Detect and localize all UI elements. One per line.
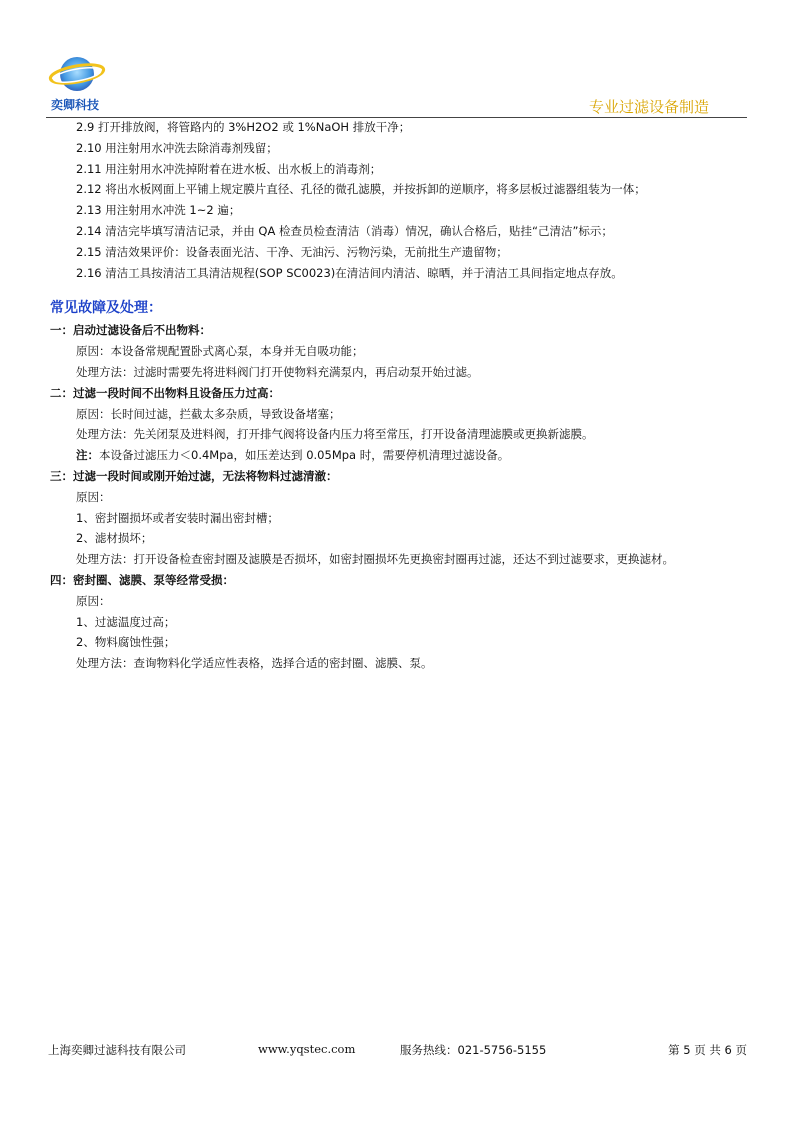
footer-page-number: 第 5 页 共 6 页 — [668, 1043, 747, 1057]
cleaning-step: 2.10 用注射用水冲洗去除消毒剂残留； — [76, 140, 278, 155]
fault-cause-item: 1、密封圈损坏或者安装时漏出密封槽； — [76, 510, 279, 525]
cleaning-step: 2.9 打开排放阀，将管路内的 3%H2O2 或 1%NaOH 排放干净； — [76, 120, 411, 134]
fault-method: 处理方法：打开设备检查密封圈及滤膜是否损坏，如密封圈损坏先更换密封圈再过滤，还达不到过滤要求，更换滤材。 — [76, 552, 674, 567]
page-footer — [48, 1042, 747, 1058]
fault-title: 四：密封圈、滤膜、泵等经常受损： — [50, 572, 234, 587]
note-label: 注： — [76, 448, 99, 463]
fault-title: 一：启动过滤设备后不出物料： — [50, 323, 211, 338]
fault-title: 二：过滤一段时间不出物料且设备压力过高： — [50, 385, 280, 400]
fault-cause: 原因： — [76, 593, 111, 608]
fault-cause: 原因：长时间过滤，拦截太多杂质，导致设备堵塞； — [76, 406, 341, 421]
header-tagline: 专业过滤设备制造 — [588, 98, 709, 116]
cleaning-step: 2.12 将出水板网面上平铺上规定膜片直径、孔径的微孔滤膜，并按拆卸的逆顺序，将多层板过滤器组装为一体； — [76, 182, 646, 197]
cleaning-step: 2.14 清洁完毕填写清洁记录，并由 QA 检查员检查清洁（消毒）情况，确认合格后，贴挂“己清洁”标示； — [76, 223, 613, 238]
section-title-faults: 常见故障及处理： — [50, 300, 162, 317]
cleaning-step: 2.11 用注射用水冲洗掉附着在进水板、出水板上的消毒剂； — [76, 161, 382, 176]
fault-method: 处理方法：先关闭泵及进料阀，打开排气阀将设备内压力将至常压，打开设备清理滤膜或更换新滤膜。 — [76, 427, 594, 442]
logo-text: 奕卿科技 — [51, 98, 100, 112]
footer-company: 上海奕卿过滤科技有限公司 — [48, 1043, 186, 1057]
fault-cause: 原因： — [76, 489, 111, 504]
fault-cause: 原因：本设备常规配置卧式离心泵，本身并无自吸功能； — [76, 344, 364, 359]
fault-note — [50, 445, 750, 466]
page-content — [50, 117, 750, 674]
fault-cause-item: 2、滤材损坏； — [76, 531, 153, 546]
cleaning-step: 2.15 清洁效果评价：设备表面光洁、干净、无油污、污物污染，无前批生产遗留物； — [76, 244, 508, 259]
fault-title: 三：过滤一段时间或刚开始过滤，无法将物料过滤清澈： — [50, 468, 338, 483]
cleaning-step: 2.16 清洁工具按清洁工具清洁规程(SOP SC0023)在清洁间内清洁、晾晒，并于清洁工具间指定地点存放。 — [76, 265, 623, 280]
fault-cause-item: 2、物料腐蚀性强； — [76, 635, 176, 650]
fault-method: 处理方法：查询物料化学适应性表格，选择合适的密封圈、滤膜、泵。 — [76, 656, 433, 671]
footer-website[interactable]: www.yqstec.com — [258, 1042, 356, 1056]
cleaning-step: 2.13 用注射用水冲洗 1~2 遍； — [76, 203, 241, 218]
fault-cause-item: 1、过滤温度过高； — [76, 614, 176, 629]
footer-hotline: 服务热线：021-5756-5155 — [400, 1043, 547, 1057]
fault-method: 处理方法：过滤时需要先将进料阀门打开使物料充满泵内，再启动泵开始过滤。 — [76, 364, 479, 379]
note-text: 本设备过滤压力＜0.4Mpa，如压差达到 0.05Mpa 时，需要停机清理过滤设备。 — [99, 448, 510, 463]
